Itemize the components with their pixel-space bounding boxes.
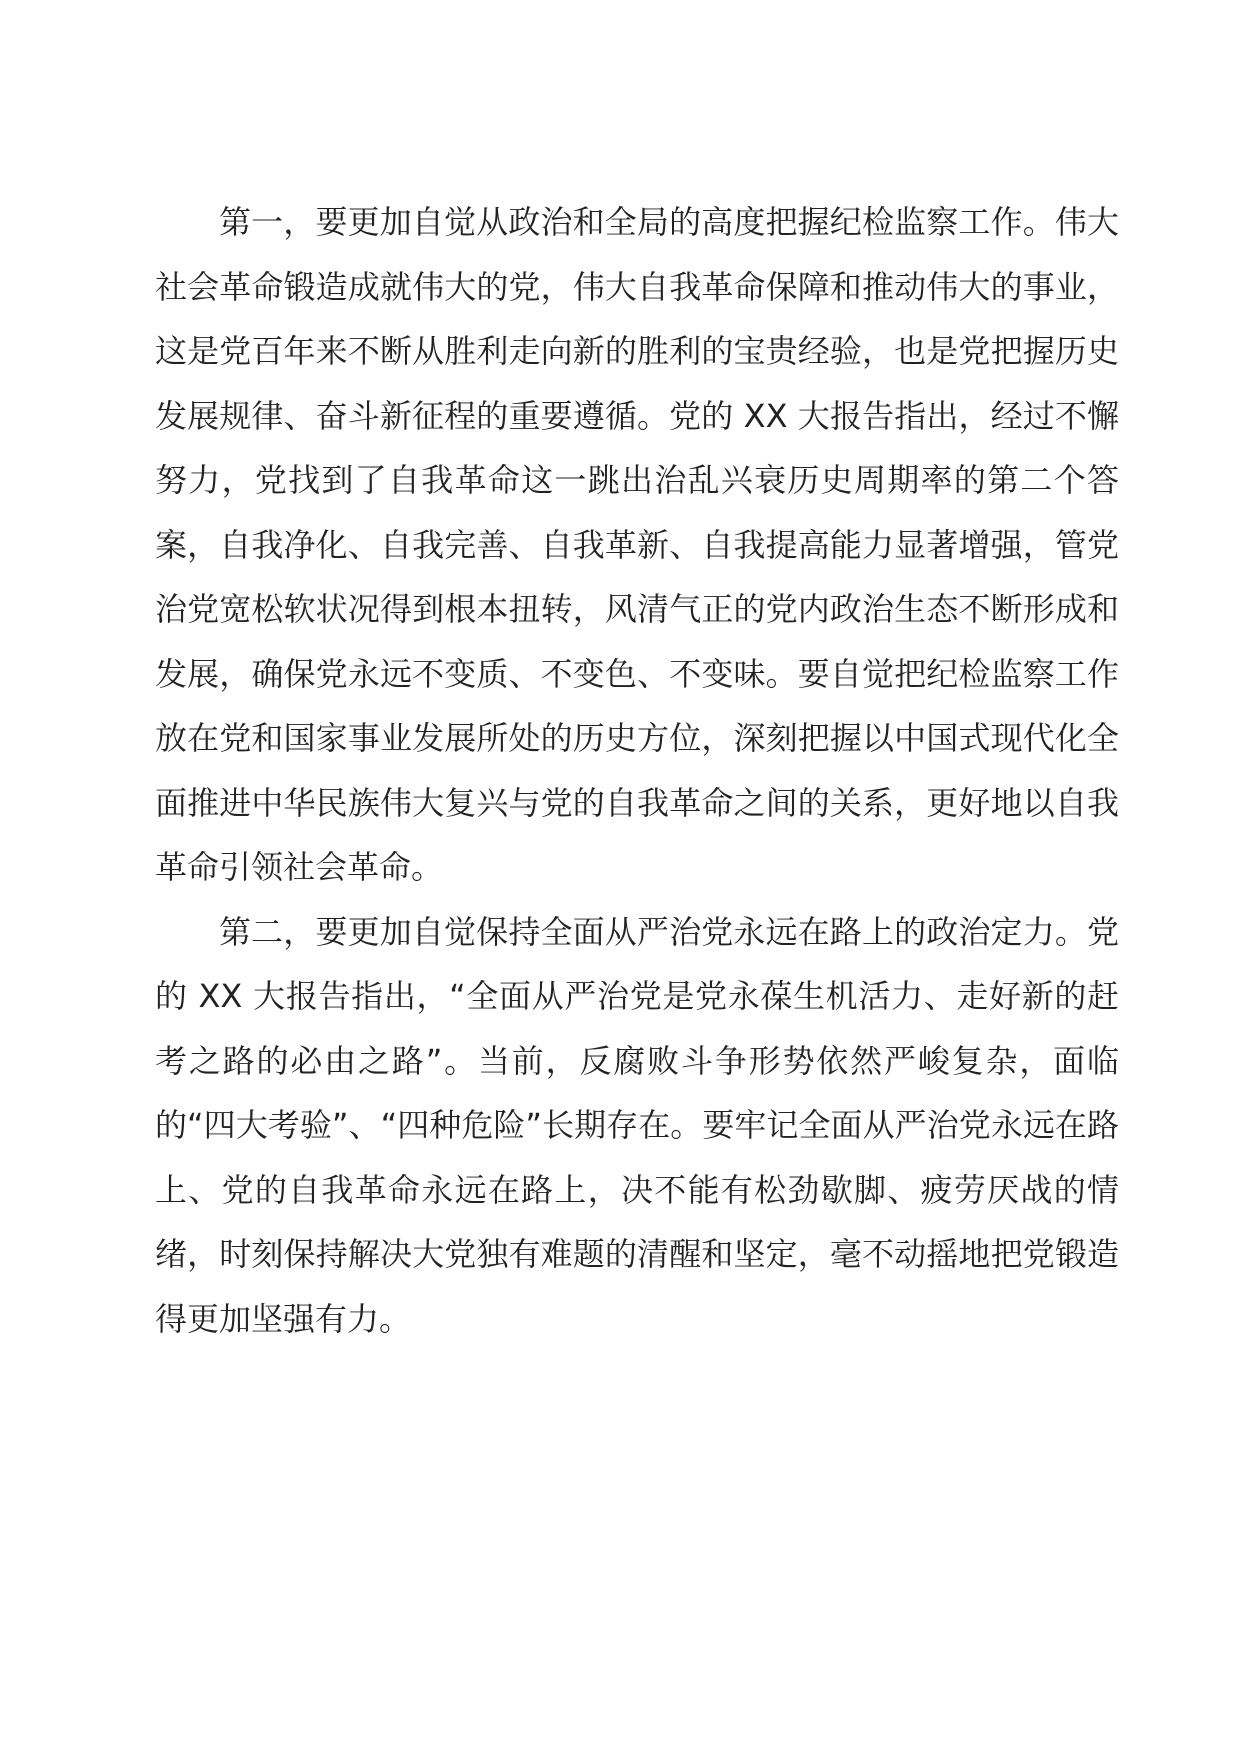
- paragraph-second: 第二，要更加自觉保持全面从严治党永远在路上的政治定力。党的 XX 大报告指出，“全面从严治党是党永葆生机活力、走好新的赶考之路的必由之路”。当前，反腐败斗争形势依然严峻复杂，面临的“四大考验”、“四种危险”长期存在。要牢记全面从严治党永远在路上、党的自我革命永远在路上，决不能有松劲歇脚、疲劳厌战的情绪，时刻保持解决大党独有难题的清醒和坚定，毫不动摇地把党锻造得更加坚强有力。: [155, 912, 1119, 1338]
- paragraph-first: 第一，要更加自觉从政治和全局的高度把握纪检监察工作。伟大社会革命锻造成就伟大的党，伟大自我革命保障和推动伟大的事业，这是党百年来不断从胜利走向新的胜利的宝贵经验，也是党把握历史发展规律、奋斗新征程的重要遵循。党的 XX 大报告指出，经过不懈努力，党找到了自我革命这一跳出治乱兴衰历史周期率的第二个答案，自我净化、自我完善、自我革新、自我提高能力显著增强，管党治党宽松软状况得到根本扭转，风清气正的党内政治生态不断形成和发展，确保党永远不变质、不变色、不变味。要自觉把纪检监察工作放在党和国家事业发展所处的历史方位，深刻把握以中国式现代化全面推进中华民族伟大复兴与党的自我革命之间的关系，更好地以自我革命引领社会革命。: [155, 203, 1119, 886]
- document-body: [155, 190, 1119, 1351]
